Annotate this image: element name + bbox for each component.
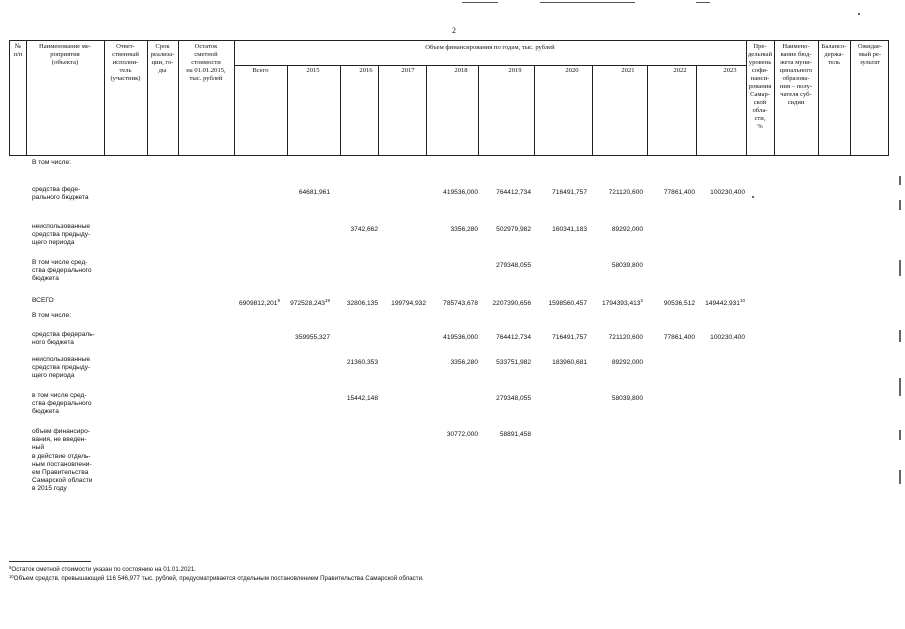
cell-2021: 89292,000	[611, 226, 643, 233]
footnote-10: $^{10}$Объем средств, превышающий 116 546,977 тыс. рублей, предусматривается отдельным постановлением Правительства Самарской области.	[9, 574, 424, 582]
header-name: Наименование ме- роприятия (объекта)	[38, 43, 92, 66]
cell-2018: 785743,678	[443, 300, 478, 307]
cell-2021: 721120,600	[608, 334, 643, 341]
row-label: неиспользованные средства предыду- щего периода	[32, 356, 91, 380]
cell-2019: 58891,458	[499, 431, 531, 438]
cell-2015: 64681,961	[298, 189, 330, 196]
scan-dot	[752, 196, 754, 198]
header-funding: Объем финансирования по годам, тыс. рублей	[425, 44, 555, 51]
row-label: неиспользованные средства предыду- щего периода	[32, 223, 91, 247]
header-year-2021: 2021	[621, 67, 635, 74]
edge-tick	[899, 470, 901, 484]
cell-2023: 100230,400	[710, 189, 745, 196]
cell-2020: 1598560,457	[548, 300, 587, 307]
scan-mark	[462, 2, 498, 3]
cell-2016: 15442,148	[346, 395, 378, 402]
scan-mark	[696, 2, 710, 3]
cell-2020: 160341,183	[552, 226, 587, 233]
cell-2020: 183960,681	[552, 359, 587, 366]
cell-2017: 199794,932	[391, 300, 426, 307]
header-year-2017: 2017	[401, 67, 415, 74]
cell-2020: 716491,757	[552, 189, 587, 196]
header-year-2015: 2015	[306, 67, 320, 74]
cell-2018: 419536,000	[443, 334, 478, 341]
cell-2022: 77861,400	[663, 189, 695, 196]
row-label: объем финансиро- вания, не введен- ный в действие отдель- ным постановлени- ем Правительства Самарской области в 2015 году	[32, 428, 93, 493]
row-label: В том числе:	[32, 159, 71, 166]
header-year-2018: 2018	[454, 67, 468, 74]
cell-2023: 100230,400	[710, 334, 745, 341]
edge-tick	[899, 260, 901, 276]
header-year-2020: 2020	[565, 67, 579, 74]
cell-2020: 716491,757	[552, 334, 587, 341]
cell-2016: 21360,353	[346, 359, 378, 366]
header-year-2016: 2016	[359, 67, 373, 74]
header-term: Срок реализа- ции, го- ды	[150, 43, 175, 74]
header-cofinancing: Пре- дельный уровень софи- нанси- рования Самар- ской обла- сти, %	[747, 43, 773, 130]
edge-tick	[899, 378, 901, 396]
header-total: Всего	[252, 67, 269, 74]
cell-2023: 149442,931$^{10}$	[705, 298, 745, 307]
cell-2015: 972528,243$^{19}$	[290, 298, 330, 307]
cell-2019: 533751,982	[496, 359, 531, 366]
cell-2021: 58039,800	[611, 395, 643, 402]
cell-2021: 89292,000	[611, 359, 643, 366]
scan-mark	[540, 2, 635, 3]
cell-2015: 359955,327	[295, 334, 330, 341]
scan-dot	[858, 13, 860, 15]
cell-2019: 764412,734	[496, 334, 531, 341]
cell-2021: 58039,800	[611, 262, 643, 269]
cell-total: 6909812,201$^9$	[238, 298, 280, 307]
cell-2022: 90536,512	[663, 300, 695, 307]
cell-2018: 3356,280	[450, 359, 478, 366]
cell-2021: 1794393,413$^2$	[601, 298, 643, 307]
header-year-2023: 2023	[723, 67, 737, 74]
cell-2016: 3742,662	[350, 226, 378, 233]
edge-tick	[899, 176, 901, 185]
cell-2019: 764412,734	[496, 189, 531, 196]
header-balance: Остаток сметной стоимости на 01.01.2015, тыс. рублей	[186, 43, 226, 82]
page-number: 2	[452, 26, 456, 35]
cell-2018: 3356,280	[450, 226, 478, 233]
edge-tick	[899, 330, 901, 342]
cell-2019: 502979,982	[496, 226, 531, 233]
header-num: № п/п	[13, 43, 23, 58]
row-label: В том числе сред- ства федерального бюджета	[32, 259, 92, 283]
cell-2021: 721120,600	[608, 189, 643, 196]
row-label: В том числе:	[32, 312, 71, 319]
cell-2022: 77861,400	[663, 334, 695, 341]
footnote-9: $^9$Остаток сметной стоимости указан по состоянию на 01.01.2021.	[9, 565, 196, 573]
row-label: в том числе сред- ства федерального бюджета	[32, 392, 92, 416]
header-year-2022: 2022	[673, 67, 687, 74]
footnote-rule	[9, 561, 91, 562]
cell-2018: 30772,000	[446, 431, 478, 438]
cell-2019: 279348,055	[496, 395, 531, 402]
cell-2019: 2207390,656	[492, 300, 531, 307]
header-year-2019: 2019	[508, 67, 522, 74]
row-label: средства феде- рального бюджета	[32, 186, 89, 202]
row-label: ВСЕГО	[32, 297, 54, 304]
header-executor: Ответ- ственный исполни- тель (участник)	[110, 43, 141, 82]
header-result: Ожидае- мый ре- зультат	[857, 43, 883, 66]
cell-2019: 279348,055	[496, 262, 531, 269]
row-label: средства федераль- ного бюджета	[32, 331, 95, 347]
edge-tick	[899, 200, 901, 210]
edge-tick	[899, 430, 901, 440]
table-header	[9, 40, 889, 156]
header-holder: Балансо- держа- тель	[821, 43, 847, 66]
header-municipality: Наимено- вание бюд- жета муни- ципального образова- ния – полу- чателя суб- сидии	[779, 43, 813, 106]
cell-2016: 32806,135	[346, 300, 378, 307]
cell-2018: 419536,000	[443, 189, 478, 196]
